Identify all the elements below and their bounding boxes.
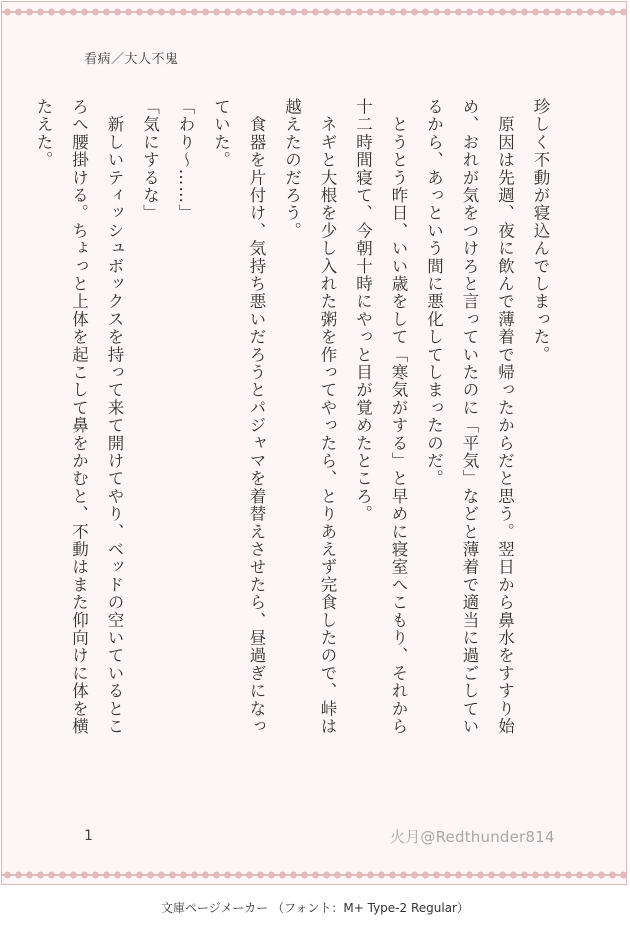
body-line: 「気にするな」: [140, 98, 160, 222]
body-line: ろへ腰掛ける。ちょっと上体を起こして鼻をかむと、不動はまた仰向けに体を横: [69, 98, 89, 736]
body-line: 越えたのだろう。: [282, 98, 302, 240]
body-line: ていた。: [211, 98, 231, 169]
body-line: ネギと大根を少し入れた粥を作ってやったら、とりあえず完食したので、峠は: [318, 98, 337, 736]
body-line: 原因は先週、夜に飲んで薄着で帰ったからだと思う。翌日から鼻水をすすり始: [495, 98, 515, 736]
book-page: [1, 1, 627, 885]
body-line: たえた。: [34, 98, 53, 169]
body-line: るから、あっという間に悪化してしまったのだ。: [424, 98, 444, 488]
body-line: 新しいティッシュボックスを持って来て開けてやり、ベッドの空いているとこ: [105, 98, 124, 736]
top-decorative-border: [2, 5, 626, 19]
body-line: とうとう昨日、いい歳をして「寒気がする」と早めに寝室へこもり、それから: [389, 98, 408, 736]
page-number: 1: [84, 828, 93, 844]
body-line: 珍しく不動が寝込んでしまった。: [531, 98, 550, 364]
bottom-decorative-border: [2, 868, 626, 882]
generator-credit: 文庫ページメーカー （フォント：M+ Type-2 Regular）: [161, 901, 469, 915]
body-line: 十二時間寝て、今朝十時にやっと目が覚めたところ。: [353, 98, 373, 523]
author-credit: 火月@Redthunder814: [390, 828, 555, 846]
chapter-title: 看病／大人不鬼: [84, 52, 179, 67]
vertical-body-text: [34, 98, 558, 818]
body-line: 食器を片付け、気持ち悪いだろうとパジャマを着替えさせたら、昼過ぎになっ: [247, 98, 266, 736]
body-line: め、おれが気をつけろと言っていたのに「平気」などと薄着で適当に過ごしてい: [460, 98, 479, 736]
body-line: 「わり～……」: [176, 98, 195, 222]
